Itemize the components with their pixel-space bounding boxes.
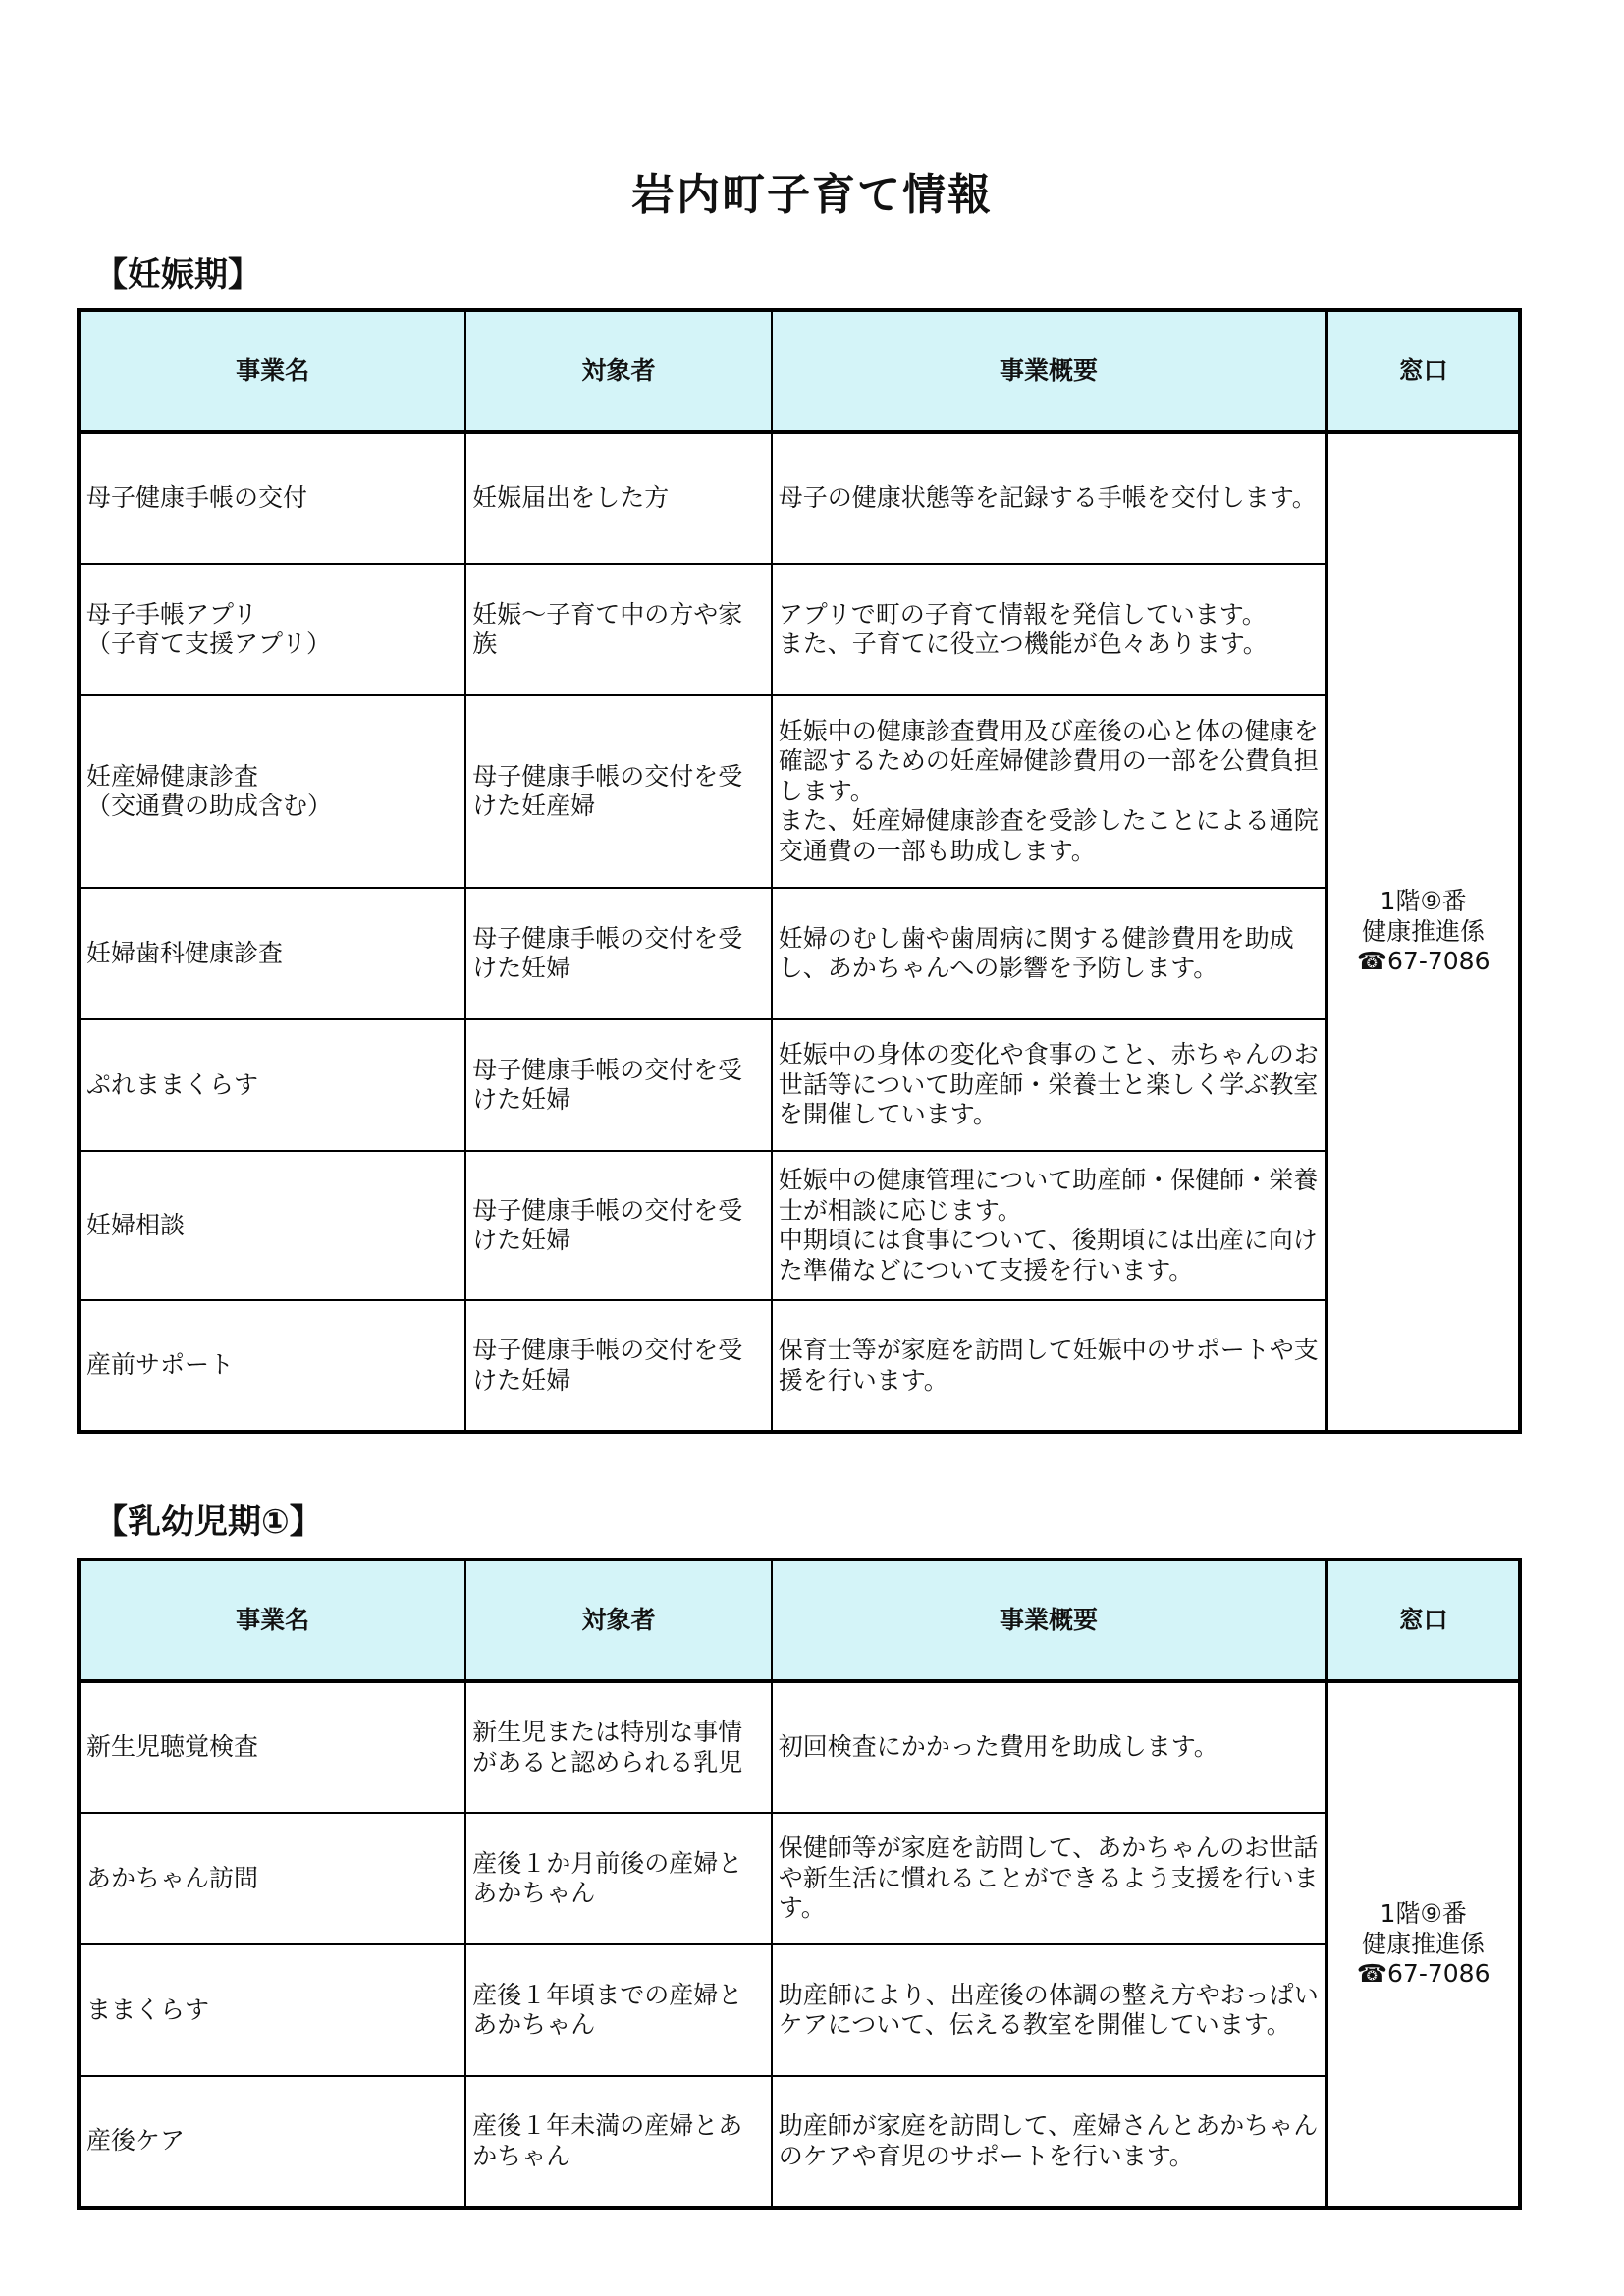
- header-target: 対象者: [465, 310, 772, 432]
- cell-summary: 初回検査にかかった費用を助成します。: [772, 1681, 1327, 1813]
- table-row: [79, 695, 1520, 888]
- table-body: [79, 1681, 1520, 2208]
- cell-summary: 妊婦のむし歯や歯周病に関する健診費用を助成し、あかちゃんへの影響を予防します。: [772, 888, 1327, 1019]
- cell-target: 母子健康手帳の交付を受けた妊産婦: [465, 695, 772, 888]
- table-row: [79, 1813, 1520, 1944]
- cell-service-name: 母子手帳アプリ （子育て支援アプリ）: [79, 564, 465, 695]
- page-title: 岩内町子育て情報: [631, 170, 993, 220]
- cell-target: 産後１年頃までの産婦とあかちゃん: [465, 1944, 772, 2076]
- cell-target: 母子健康手帳の交付を受けた妊婦: [465, 1151, 772, 1300]
- table-row: [79, 432, 1520, 564]
- header-summary: 事業概要: [772, 310, 1327, 432]
- cell-service-name: ままくらす: [79, 1944, 465, 2076]
- table-row: [79, 888, 1520, 1019]
- table-header-row: [79, 310, 1520, 432]
- header-service-name: 事業名: [79, 1559, 465, 1681]
- cell-target: 母子健康手帳の交付を受けた妊婦: [465, 888, 772, 1019]
- table-body: [79, 432, 1520, 1432]
- header-target: 対象者: [465, 1559, 772, 1681]
- cell-summary: 妊娠中の健康診査費用及び産後の心と体の健康を確認するための妊産婦健診費用の一部を公費負担します。 また、妊産婦健康診査を受診したことによる通院交通費の一部も助成します。: [772, 695, 1327, 888]
- cell-summary: 妊娠中の健康管理について助産師・保健師・栄養士が相談に応じます。 中期頃には食事について、後期頃には出産に向けた準備などについて支援を行います。: [772, 1151, 1327, 1300]
- cell-service-name: 産後ケア: [79, 2076, 465, 2208]
- cell-target: 産後１年未満の産婦とあかちゃん: [465, 2076, 772, 2208]
- contact-line1: 1階⑨番: [1380, 887, 1467, 916]
- table-row: [79, 564, 1520, 695]
- cell-summary: 保育士等が家庭を訪問して妊娠中のサポートや支援を行います。: [772, 1300, 1327, 1432]
- cell-target: 新生児または特別な事情があると認められる乳児: [465, 1681, 772, 1813]
- pregnancy-services-table: [77, 308, 1522, 1434]
- table-row: [79, 1151, 1520, 1300]
- cell-summary: 助産師により、出産後の体調の整え方やおっぱいケアについて、伝える教室を開催しています。: [772, 1944, 1327, 2076]
- header-summary: 事業概要: [772, 1559, 1327, 1681]
- cell-service-name: 妊婦歯科健康診査: [79, 888, 465, 1019]
- cell-service-name: 妊婦相談: [79, 1151, 465, 1300]
- cell-service-name: 妊産婦健康診査 （交通費の助成含む）: [79, 695, 465, 888]
- contact-line2: 健康推進係: [1362, 916, 1486, 946]
- cell-summary: 母子の健康状態等を記録する手帳を交付します。: [772, 432, 1327, 564]
- section-title-infancy: 【乳幼児期①】: [94, 1503, 323, 1542]
- table-row: [79, 2076, 1520, 2208]
- table-header-row: [79, 1559, 1520, 1681]
- cell-summary: アプリで町の子育て情報を発信しています。 また、子育てに役立つ機能が色々あります。: [772, 564, 1327, 695]
- contact-phone: ☎67-7086: [1356, 947, 1490, 976]
- contact-phone: ☎67-7086: [1356, 1959, 1490, 1989]
- cell-target: 産後１か月前後の産婦とあかちゃん: [465, 1813, 772, 1944]
- cell-summary: 妊娠中の身体の変化や食事のこと、赤ちゃんのお世話等について助産師・栄養士と楽しく学ぶ教室を開催しています。: [772, 1019, 1327, 1151]
- contact-cell: [1326, 432, 1520, 1432]
- contact-line2: 健康推進係: [1362, 1929, 1486, 1958]
- cell-service-name: あかちゃん訪問: [79, 1813, 465, 1944]
- header-contact: 窓口: [1326, 1559, 1520, 1681]
- table-row: [79, 1944, 1520, 2076]
- cell-service-name: 新生児聴覚検査: [79, 1681, 465, 1813]
- header-contact: 窓口: [1326, 310, 1520, 432]
- table-row: [79, 1681, 1520, 1813]
- section-title-pregnancy: 【妊娠期】: [94, 255, 261, 295]
- cell-service-name: 産前サポート: [79, 1300, 465, 1432]
- cell-target: 母子健康手帳の交付を受けた妊婦: [465, 1019, 772, 1151]
- contact-cell: [1326, 1681, 1520, 2208]
- cell-service-name: ぷれままくらす: [79, 1019, 465, 1151]
- cell-summary: 保健師等が家庭を訪問して、あかちゃんのお世話や新生活に慣れることができるよう支援を行います。: [772, 1813, 1327, 1944]
- cell-target: 妊娠～子育て中の方や家族: [465, 564, 772, 695]
- table-row: [79, 1300, 1520, 1432]
- cell-target: 妊娠届出をした方: [465, 432, 772, 564]
- cell-summary: 助産師が家庭を訪問して、産婦さんとあかちゃんのケアや育児のサポートを行います。: [772, 2076, 1327, 2208]
- cell-service-name: 母子健康手帳の交付: [79, 432, 465, 564]
- header-service-name: 事業名: [79, 310, 465, 432]
- contact-line1: 1階⑨番: [1380, 1899, 1467, 1929]
- infancy-services-table: [77, 1558, 1522, 2210]
- cell-target: 母子健康手帳の交付を受けた妊婦: [465, 1300, 772, 1432]
- table-row: [79, 1019, 1520, 1151]
